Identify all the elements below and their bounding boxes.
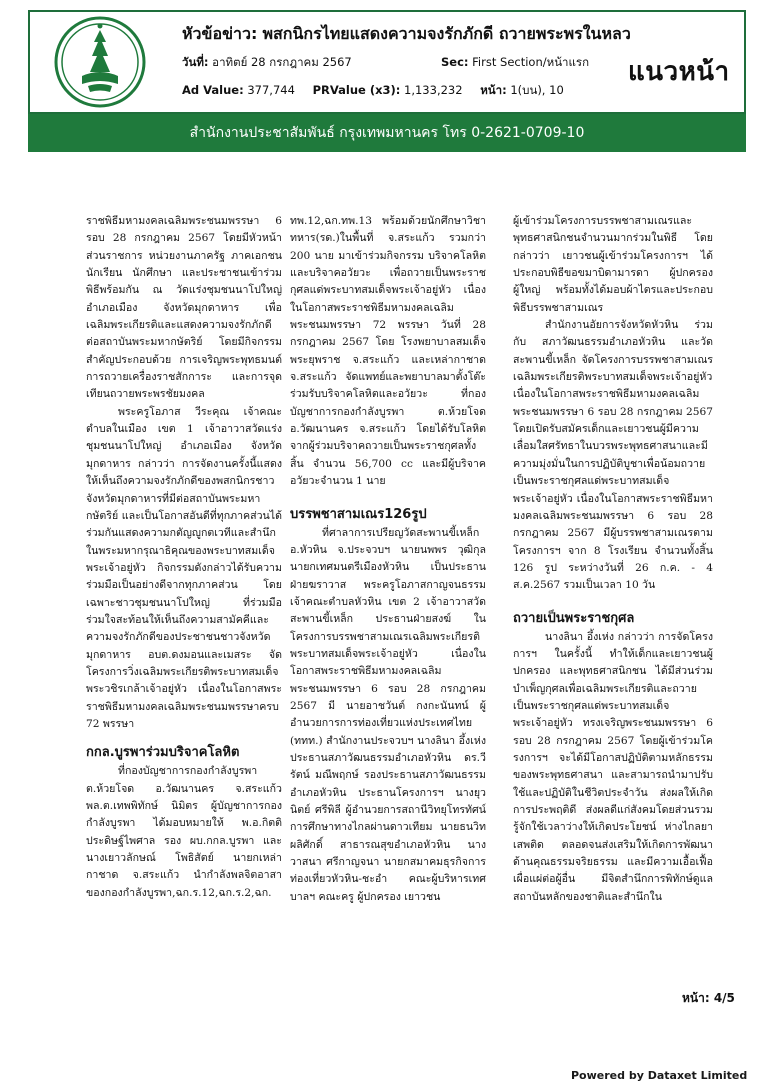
paragraph: สำนักงานอัยการจังหวัดหัวหิน ร่วมกับ สภาวัฒนธรรมอำเภอหัวหิน และวัดสะพานขี้เหล็ก จัดโครงการบรรพชาสามเณรเฉลิมพระเกียรติพระบาทสมเด็จพระเจ้าอยู่หัว เนื่องในโอกาสพระราชพิธีมหามงคลเฉลิมพระชนมพรรษา 6 รอบ 28 กรกฎาคม 2567 โดยเปิดรับสมัครเด็กและเยาวชนผู้มีความเลื่อมใสศรัทธาในบวรพระพุทธศาสนาและมีความมุ่งมั่นในการปฏิบัติบูชาเพื่อน้อมถวายเป็นพระราชกุศลแด่พระบาทสมเด็จพระเจ้าอยู่หัว เนื่องในโอกาสพระราชพิธีมหามงคลเฉลิมพระชนมพรรษา 6 รอบ 28 กรกฎาคม 2567 มีผู้บรรพชาสามเณรตามโครงการฯ จาก 8 โรงเรียน จำนวนทั้งสิ้น 126 รูป ระหว่างวันที่ 26 ก.ค. - 4 ส.ค.2567 รวมเป็นเวลา 10 วัน xyxy=(513,319,713,592)
paragraph: นางลินา อึ้งเห่ง กล่าวว่า การจัดโครงการฯ ในครั้งนี้ ทำให้เด็กและเยาวชนผู้ปกครอง และพุทธศาสนิกชน ได้มีส่วนร่วมบำเพ็ญกุศลเพื่อเฉลิมพระเกียรติและถวายเป็นพระราชกุศลแด่พระบาทสมเด็จพระเจ้าอยู่หัว ทรงเจริญพระชนมพรรษา 6 รอบ 28 กรกฎาคม 2567 โดยผู้เข้าร่วมโครงการฯ จะได้มีโอกาสปฏิบัติตามหลักธรรมของพระพุทธศาสนา และสามารถนำมาปรับใช้และปฏิบัติในชีวิตประจำวัน ส่งผลให้เกิดการประพฤติดี ส่งผลดีแก่สังคมโดยส่วนรวม รู้จักใช้เวลาว่างให้เกิดประโยชน์ ห่างไกลยาเสพติด ตลอดจนส่งเสริมให้เกิดการพัฒนาด้านคุณธรรมจริยธรรม และมีความเอื้อเฟื้อเผื่อแผ่ต่อผู้อื่น มีจิตสำนึกการพิทักษ์ดูแลสถาบันหลักของชาติและสำนึกใน xyxy=(513,630,713,903)
date-label: วันที่: xyxy=(182,55,209,69)
agency-bar: สำนักงานประชาสัมพันธ์ กรุงเทพมหานคร โทร 0-2621-0709-10 xyxy=(28,114,746,152)
bangkok-seal-icon xyxy=(30,12,170,112)
pr-value-label: PRValue (x3): xyxy=(312,83,401,97)
page-value: 1(บน), 10 xyxy=(510,83,564,97)
paragraph: ผู้เข้าร่วมโครงการบรรพชาสามเณรและพุทธศาสนิกชนจำนวนมากร่วมในพิธี โดยกล่าวว่า เยาวชนผู้เข้าร่วมโครงการฯ ได้ประกอบพิธีขอขมาบิดามารดา ผู้ปกครองผู้ใหญ่ พร้อมทั้งได้มอบผ้าไตรและประกอบพิธีบรรพชาสามเณร xyxy=(513,215,713,314)
powered-by: Powered by Dataxet Limited xyxy=(571,1069,748,1082)
date-value: อาทิตย์ 28 กรกฎาคม 2567 xyxy=(212,55,352,69)
article-column-1 xyxy=(86,213,282,902)
publish-date xyxy=(182,54,352,72)
page-label: หน้า: xyxy=(480,83,507,97)
paragraph: ทพ.12,ฉก.ทพ.13 พร้อมด้วยนักศึกษาวิชาทหาร(รด.)ในพื้นที่ จ.สระแก้ว รวมกว่า 200 นาย มาเข้าร่วมกิจกรรม บริจาคโลหิตและบริจาคอวัยวะ เพื่อถวายเป็นพระราชกุศลแด่พระบาทสมเด็จพระเจ้าอยู่หัว เนื่องในโอกาสพระราชพิธีมหามงคลเฉลิมพระชนมพรรษา 72 พรรษา วันที่ 28 กรกฎาคม 2567 โดย โรงพยาบาลสมเด็จพระยุพราช จ.สระแก้ว และเหล่ากาชาด จ.สระแก้ว จัดแพทย์และพยาบาลมาตั้งโต๊ะร่วมรับบริจาคโลหิตและอวัยวะ ที่กองบัญชาการกองกำลังบูรพา ต.ห้วยโจด อ.วัฒนานคร จ.สระแก้ว โดยได้รับโลหิตจากผู้ร่วมบริจาคถวายเป็นพระราชกุศลทั้งสิ้น จำนวน 56,700 cc และมีผู้บริจาคอวัยวะจำนวน 1 นาย xyxy=(290,215,486,488)
headline-label: หัวข้อข่าว: xyxy=(182,24,258,43)
headline xyxy=(182,22,631,47)
ad-value-label: Ad Value: xyxy=(182,83,244,97)
ad-value: 377,744 xyxy=(247,83,295,97)
article-column-3 xyxy=(513,213,713,906)
value-line xyxy=(182,82,564,100)
sec-label: Sec: xyxy=(441,55,469,69)
newspaper-name: แนวหน้า xyxy=(628,57,730,87)
subheading: กกล.บูรพาร่วมบริจาคโลหิต xyxy=(86,745,240,761)
pr-value: 1,133,232 xyxy=(404,83,463,97)
headline-text: พสกนิกรไทยแสดงความจงรักภักดี ถวายพระพรในหลว xyxy=(262,24,631,43)
page-number: หน้า: 4/5 xyxy=(682,991,735,1005)
paragraph: ที่กองบัญชาการกองกำลังบูรพา ต.ห้วยโจด อ.วัฒนานคร จ.สระแก้ว พล.ต.เทพพิทักษ์ นิมิตร ผู้บัญชาการกองกำลังบูรพา ได้มอบหมายให้ พ.อ.กิตติ ประดิษฐ์ไพศาล รอง ผบ.กกล.บูรพา และนางเยาวลักษณ์ โพธิสัตย์ นายกเหล่ากาชาด จ.สระแก้ว นำกำลังพลจิตอาสาของกองกำลังบูรพา,ฉก.ร.12,ฉก.ร.2,ฉก. xyxy=(86,765,282,899)
subheading: ถวายเป็นพระราชกุศล xyxy=(513,610,635,626)
paragraph: ที่ศาลาการเปรียญวัดสะพานขี้เหล็ก อ.หัวหิน จ.ประจวบฯ นายนพพร วุฒิกุล นายกเทศมนตรีเมืองหัวหิน เป็นประธานฝ่ายฆราวาส พระครูโอภาสกาญจนธรรม เจ้าคณะตำบลหัวหิน เขต 2 เจ้าอาวาสวัดสะพานขี้เหล็ก ประธานฝ่ายสงฆ์ ในโครงการบรรพชาสามเณรเฉลิมพระเกียรติพระบาทสมเด็จพระเจ้าอยู่หัว เนื่องในโอกาสพระราชพิธีมหามงคลเฉลิมพระชนมพรรษา 6 รอบ 28 กรกฎาคม 2567 มี นายอาชวันต์ กงกะนันทน์ ผู้อำนวยการการท่องเที่ยวแห่งประเทศไทย (ททท.) สำนักงานประจวบฯ นางลินา อึ้งเห่ง ประธานสภาวัฒนธรรมอำเภอหัวหิน ดร.วีรัตน์ มณีพฤกษ์ รองประธานสภาวัฒนธรรมอำเภอหัวหิน ประธานโครงการฯ นางยุวนิตย์ ศรีพิลี ผู้อำนวยการสถานีวิทยุโทรทัศน์การศึกษาทางไกลผ่านดาวเทียม นายธนวิท ผลิศักดิ์ สาธารณสุขอำเภอหัวหิน นางวาสนา ศรีกาญจนา นายกสมาคมธุรกิจการท่องเที่ยวหัวหิน-ชะอำ คณะผู้บริหารเทศบาลฯ คณะครู ผู้ปกครอง เยาวชน xyxy=(290,526,486,903)
paragraph: พระครูโอภาส วีระคุณ เจ้าคณะตำบลในเมือง เขต 1 เจ้าอาวาสวัดแร่งชุมชนนาโปใหญ่ อำเภอเมือง จังหวัดมุกดาหาร กล่าวว่า การจัดงานครั้งนี้แสดงให้เห็นถึงความจงรักภักดีของพสกนิกรชาวจังหวัดมุกดาหารที่มีต่อสถาบันพระมหากษัตริย์ และเป็นโอกาสอันดีที่ทุกภาคส่วนได้ร่วมกันแสดงความกตัญญูกตเวทีและสำนึกในพระมหากรุณาธิคุณของพระบาทสมเด็จพระเจ้าอยู่หัว กิจกรรมดังกล่าวได้รับความร่วมมือเป็นอย่างดีจากทุกภาคส่วน โดยเฉพาะชาวชุมชนนาโปใหญ่ ที่ร่วมมือร่วมใจสะท้อนให้เห็นถึงความสามัคคีและความจงรักภักดีของประชาชนชาวจังหวัดมุกดาหาร อบต.ดงมอนและเมสระ จัดโครงการวิ่งเฉลิมพระเกียรติพระบาทสมเด็จพระวชิรเกล้าเจ้าอยู่หัว เนื่องในโอกาสพระราชพิธีมหามงคลเฉลิมพระชนมพรรษาครบ 72 พรรษา xyxy=(86,405,282,730)
sec-value: First Section/หน้าแรก xyxy=(472,55,590,69)
paragraph: ราชพิธีมหามงคลเฉลิมพระชนมพรรษา 6 รอบ 28 กรกฎาคม 2567 โดยมีหัวหน้าส่วนราชการ หน่วยงานภาครัฐ ภาคเอกชน นักเรียน นักศึกษา และประชาชนเข้าร่วมพิธีพร้อมกัน ณ วัดแร่งชุมชนนาโปใหญ่ อำเภอเมือง จังหวัดมุกดาหาร เพื่อเฉลิมพระเกียรติและแสดงความจงรักภักดีต่อสถาบันพระมหากษัตริย์ โดยมีกิจกรรมสำคัญประกอบด้วย การเจริญพระพุทธมนต์ การถวายเครื่องราชสักการะ และการจุดเทียนถวายพระพรชัยมงคล xyxy=(86,215,282,401)
subheading: บรรพชาสามเณร126รูป xyxy=(290,506,427,522)
section-info xyxy=(441,54,589,72)
article-column-2 xyxy=(290,213,486,906)
